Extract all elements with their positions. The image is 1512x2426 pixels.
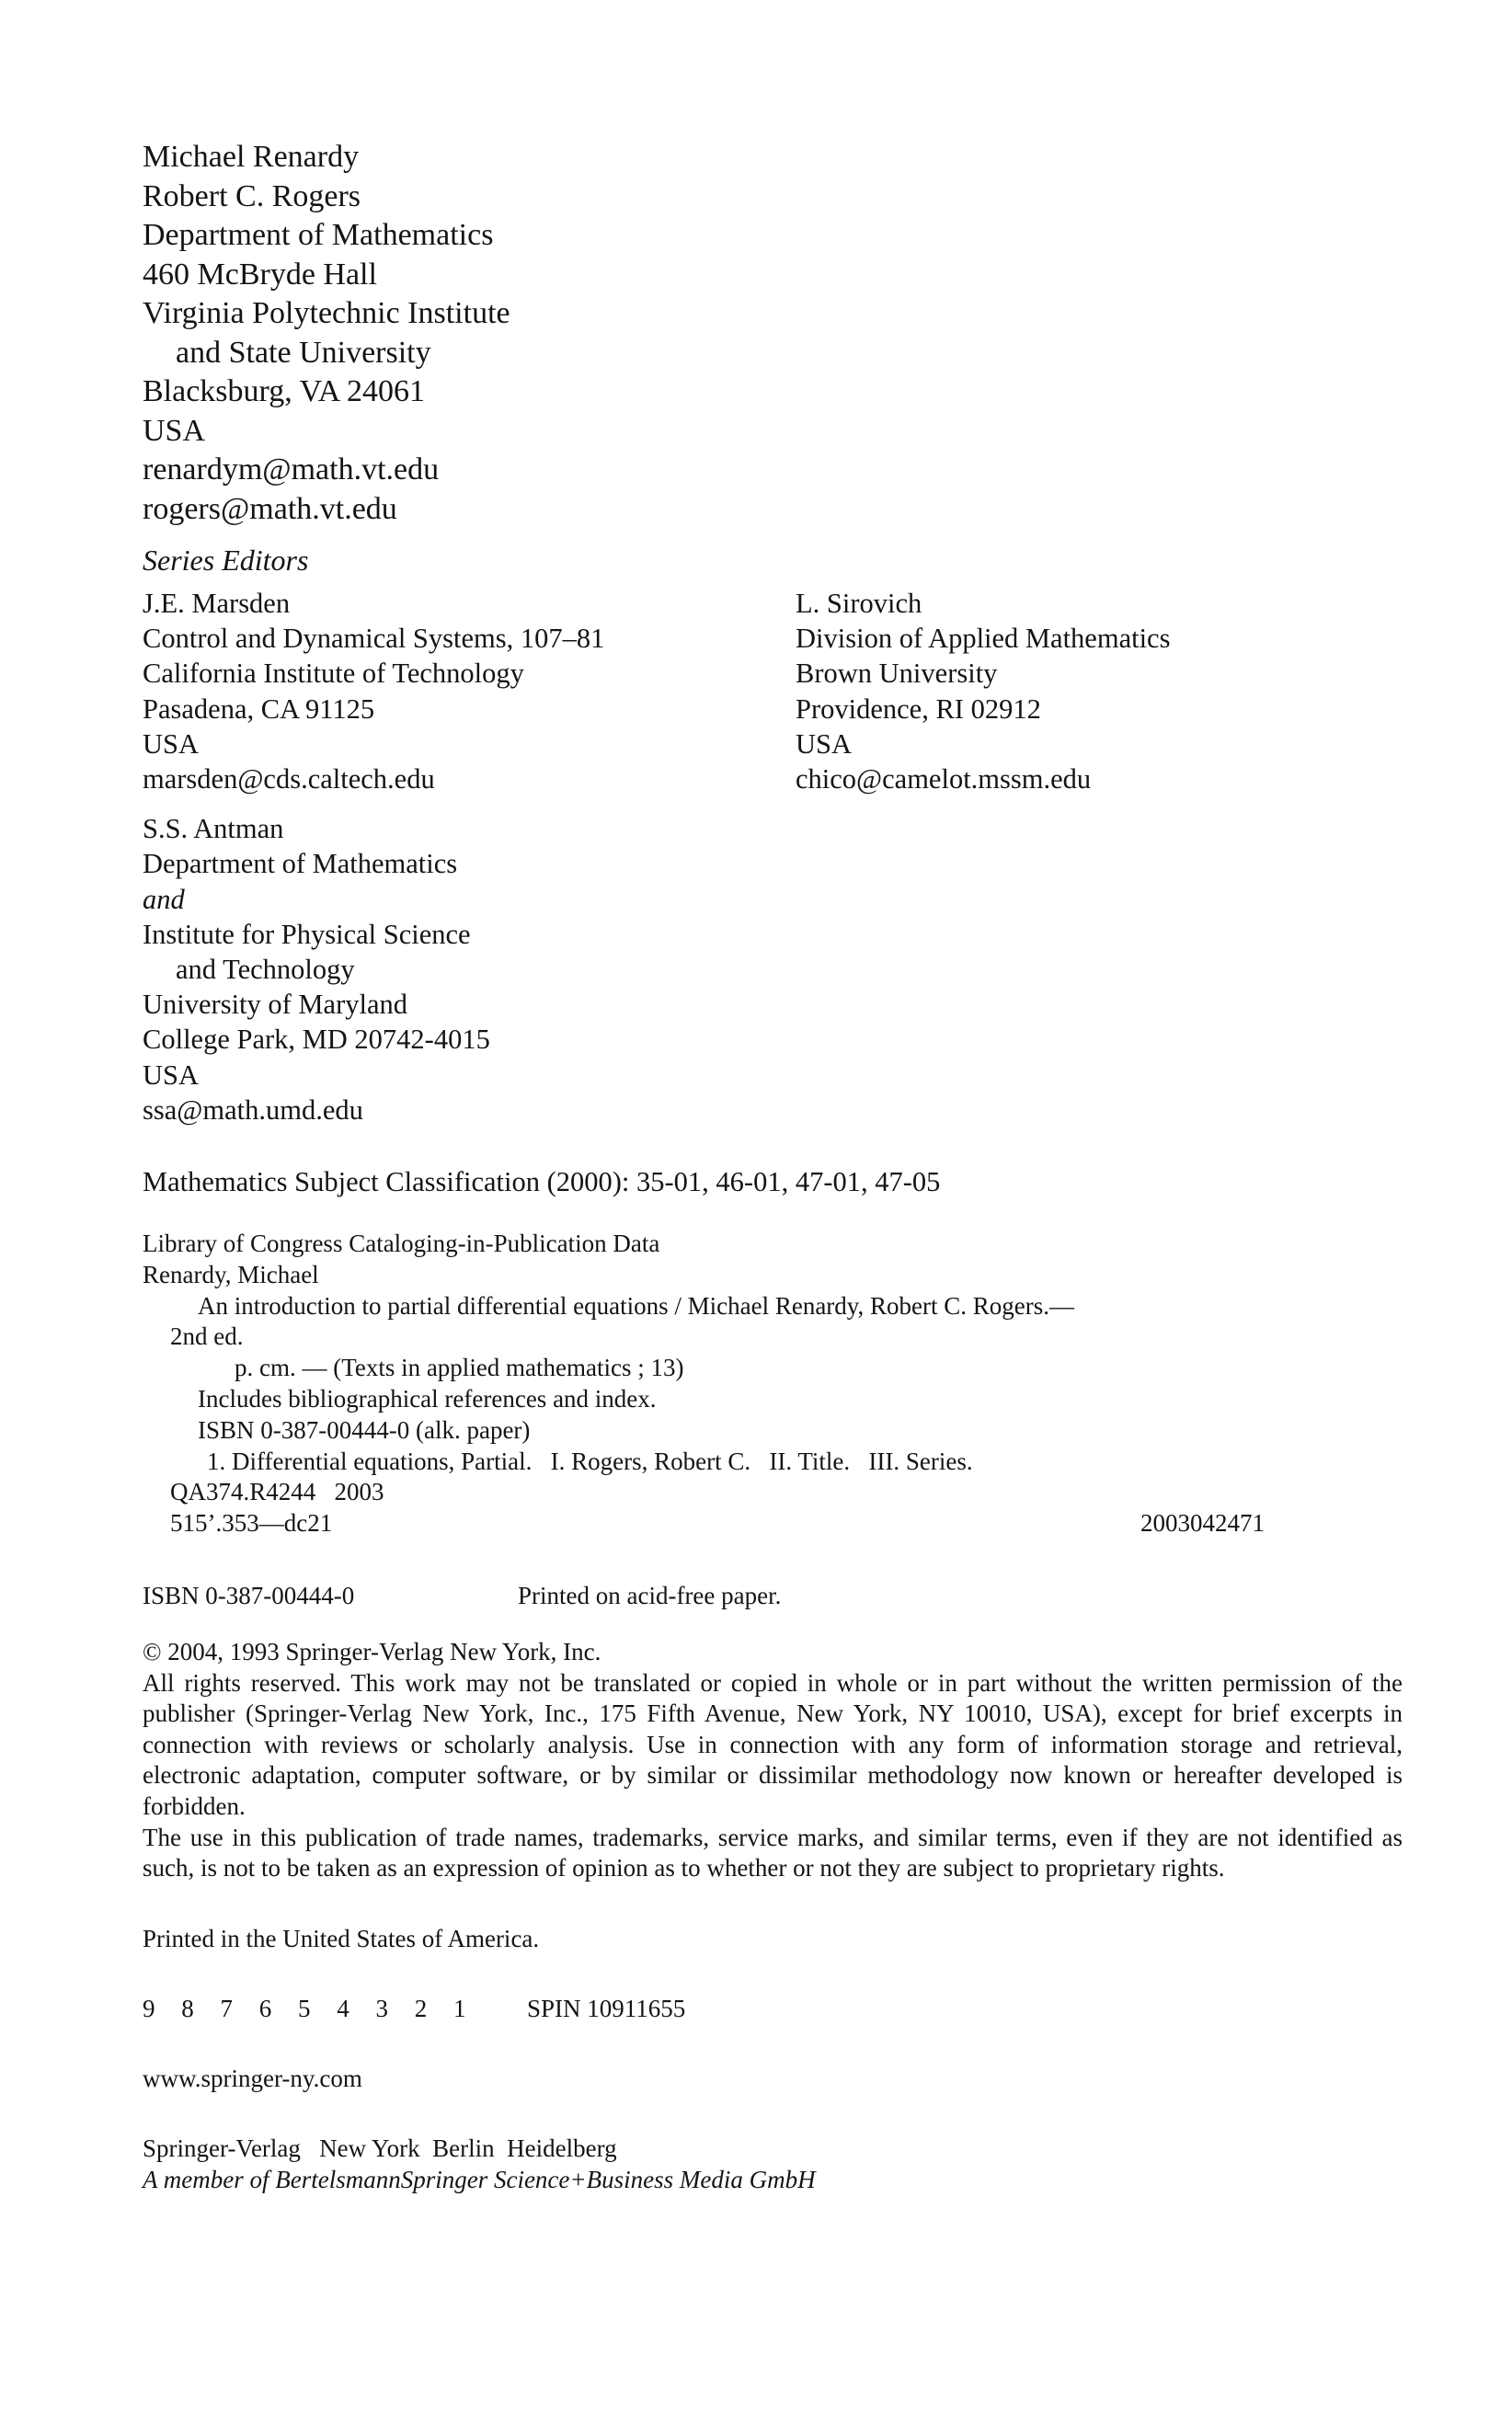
- cip-lccn: 2003042471: [1140, 1509, 1265, 1538]
- editor-sirovich: [796, 586, 1170, 796]
- editor-email: marsden@cds.caltech.edu: [143, 763, 435, 795]
- author-city: Blacksburg, VA 24061: [143, 374, 425, 408]
- editor-country: USA: [796, 727, 853, 760]
- author-institution-cont: and State University: [176, 335, 431, 370]
- author-name: Robert C. Rogers: [143, 178, 361, 213]
- editor-dept: Department of Mathematics: [143, 848, 458, 880]
- editor-name: L. Sirovich: [796, 588, 922, 619]
- author-country: USA: [143, 413, 206, 448]
- author-institution: Virginia Polytechnic Institute: [143, 296, 510, 330]
- subject-classification: Mathematics Subject Classification (2000): 35-01, 46-01, 47-01, 47-05: [143, 1166, 941, 1198]
- publisher-cities: Springer-Verlag New York Berlin Heidelberg: [143, 2134, 617, 2162]
- editor-email: ssa@math.umd.edu: [143, 1093, 363, 1126]
- cip-subjects: 1. Differential equations, Partial. I. Rogers, Robert C. II. Title. III. Series.: [207, 1447, 973, 1475]
- isbn-number: ISBN 0-387-00444-0: [143, 1582, 355, 1610]
- editor-university: University of Maryland: [143, 989, 407, 1021]
- editor-institution: Brown University: [796, 658, 998, 690]
- rights-statement: All rights reserved. This work may not be translated or copied in whole or in part without the written permission of the publisher (Springer-Verlag New York, Inc., 175 Fifth Avenue, New York, NY 10010, USA), except for brief excerpts in connection with reviews or scholarly analysis. Use in connection with any form of information storage and retrieval, electronic adaptation, computer software, or by similar or dissimilar methodology now known or hereafter developed is forbidden.: [143, 1668, 1403, 1820]
- cip-physical: p. cm. — (Texts in applied mathematics ; 13): [235, 1354, 684, 1382]
- printing-line: [143, 1993, 1412, 2024]
- editor-city: Pasadena, CA 91125: [143, 692, 375, 725]
- author-address-line: 460 McBryde Hall: [143, 257, 377, 292]
- paper-note: Printed on acid-free paper.: [518, 1582, 782, 1610]
- editor-city: Providence, RI 02912: [796, 692, 1041, 725]
- publisher-block: [143, 2133, 1412, 2195]
- author-name: Michael Renardy: [143, 140, 360, 174]
- editor-institution: Institute for Physical Science: [143, 918, 471, 950]
- copyright-page: [143, 138, 1412, 2195]
- editor-institution: California Institute of Technology: [143, 658, 524, 690]
- cip-dewey: 515’.353—dc21: [170, 1509, 333, 1538]
- author-address-block: [143, 138, 1412, 529]
- trademark-statement: The use in this publication of trade names, trademarks, service marks, and similar terms, even if they are not identified as such, is not to be taken as an expression of opinion as to whether or not they are subject to proprietary rights.: [143, 1823, 1403, 1882]
- author-department: Department of Mathematics: [143, 218, 494, 252]
- publisher-member-tag: A member of BertelsmannSpringer Science+Business Media GmbH: [143, 2165, 816, 2193]
- copyright-block: [143, 1637, 1403, 1884]
- editor-email: chico@camelot.mssm.edu: [796, 763, 1092, 795]
- cip-notes: Includes bibliographical references and index.: [198, 1385, 657, 1413]
- editor-conjunction: and: [143, 883, 185, 915]
- editor-city: College Park, MD 20742-4015: [143, 1024, 490, 1056]
- cip-heading: Library of Congress Cataloging-in-Publication Data: [143, 1230, 660, 1258]
- cip-isbn: ISBN 0-387-00444-0 (alk. paper): [198, 1415, 531, 1444]
- editor-antman: [143, 811, 1412, 1127]
- cip-dewey-row: [143, 1508, 1265, 1539]
- author-email: renardym@math.vt.edu: [143, 452, 440, 486]
- cip-author: Renardy, Michael: [143, 1260, 319, 1288]
- printed-in: Printed in the United States of America.: [143, 1924, 540, 1952]
- cip-title: An introduction to partial differential equations / Michael Renardy, Robert C. Rogers.—: [198, 1291, 1075, 1320]
- series-editors-row: [143, 586, 1412, 796]
- editor-dept: Division of Applied Mathematics: [796, 623, 1171, 655]
- cip-data-block: [143, 1229, 1412, 1539]
- copyright-notice: © 2004, 1993 Springer-Verlag New York, Inc.: [143, 1638, 601, 1666]
- editor-dept: Control and Dynamical Systems, 107–81: [143, 623, 605, 655]
- editor-country: USA: [143, 727, 200, 760]
- cip-edition: 2nd ed.: [170, 1322, 244, 1351]
- series-editors-heading: Series Editors: [143, 544, 309, 577]
- spin-number: SPIN 10911655: [527, 1994, 686, 2022]
- cip-lc-class: QA374.R4244 2003: [170, 1478, 384, 1506]
- isbn-line: [143, 1580, 1412, 1611]
- editor-name: S.S. Antman: [143, 813, 284, 845]
- editor-institution-cont: and Technology: [176, 954, 355, 986]
- publisher-website: www.springer-ny.com: [143, 2064, 362, 2092]
- editor-name: J.E. Marsden: [143, 588, 291, 619]
- editor-marsden: [143, 586, 796, 796]
- editor-country: USA: [143, 1059, 200, 1091]
- printing-digits: 9 8 7 6 5 4 3 2 1: [143, 1994, 476, 2022]
- author-email: rogers@math.vt.edu: [143, 491, 397, 526]
